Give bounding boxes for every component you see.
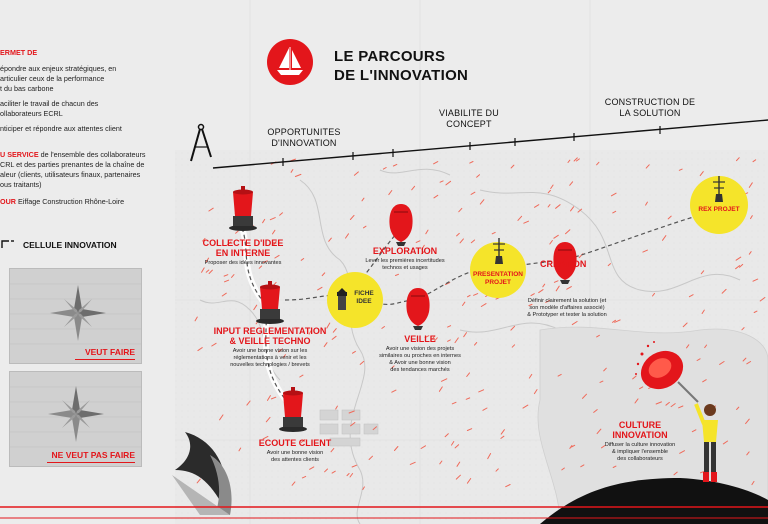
left-bullet: aciliter le travail de chacun des (0, 99, 99, 108)
phase-construction (590, 97, 710, 119)
phase-line: D'INNOVATION (271, 138, 337, 148)
title-line: DE L'INNOVATION (334, 67, 469, 84)
phase-viabilite (424, 108, 514, 130)
stage-creation-desc (508, 298, 626, 319)
stage-title: EXPLORATION (372, 246, 438, 256)
stage-title: CULTURE (618, 420, 662, 430)
stage-desc: & Prototyper et tester la solution (527, 312, 607, 318)
title-line: LE PARCOURS (334, 48, 446, 65)
cellule-title: CELLULE INNOVATION (23, 240, 117, 250)
stage-desc: réglementations à venir et les (233, 355, 307, 361)
pour-text: Eiffage Construction Rhône-Loire (15, 197, 125, 206)
phase-line: CONSTRUCTION DE (604, 97, 696, 107)
buoy-icon (386, 202, 416, 246)
service-text: aleur (clients, utilisateurs finaux, partenaires (0, 170, 141, 179)
lighthouse-icon (711, 176, 727, 202)
stage-desc: nouvelles technologies / brevets (230, 362, 310, 368)
stage-desc: des attentes clients (271, 457, 319, 463)
stage-title: & VEILLE TECHNO (229, 336, 311, 346)
stage-desc: Définir clairement la solution (et (527, 298, 607, 304)
left-bullet: t du bas carbone (0, 84, 54, 93)
stage-creation (512, 259, 612, 269)
stage-title: INNOVATION (612, 430, 668, 440)
left-bullet: ollaborateurs ECRL (0, 109, 63, 118)
sailboat-icon (266, 38, 314, 86)
service-line (0, 150, 165, 160)
service-label: U SERVICE (0, 150, 39, 159)
milestone-label (468, 271, 528, 287)
stage-desc: Lever les premières incertitudes (365, 258, 445, 264)
milestone-line: FICHE (354, 290, 374, 297)
person-icon (696, 404, 718, 482)
ne-veut-underline (47, 462, 135, 463)
stage-desc: technos et usages (382, 265, 428, 271)
flare-icon (634, 341, 698, 402)
compass-panel-veut (9, 268, 142, 364)
phase-line: OPPORTUNITES (267, 127, 341, 137)
stage-desc: similaires ou proches en internes (379, 353, 461, 359)
buoy-icon (277, 387, 309, 433)
milestone-line: PRESENTATION (473, 271, 523, 278)
milestone-label (690, 206, 748, 214)
stage-desc: son modèle d'affaires associé) (529, 305, 605, 311)
phase-line: LA SOLUTION (619, 108, 681, 118)
phase-line: CONCEPT (446, 119, 492, 129)
stage-desc: Avoir une bonne vision (266, 450, 324, 456)
lighthouse-icon (334, 288, 350, 312)
milestone-line: PROJET (484, 279, 511, 286)
left-bullet: épondre aux enjeux stratégiques, en (0, 64, 117, 73)
stage-title: EN INTERNE (215, 248, 271, 258)
left-bullet: articulier ceux de la performance (0, 74, 105, 83)
stage-title: CREATION (540, 259, 587, 269)
service-text: de l'ensemble des collaborateurs (38, 150, 146, 159)
veut-faire-label: VEUT FAIRE (84, 347, 135, 357)
stage-collecte (188, 238, 298, 267)
stage-exploration (350, 246, 460, 272)
milestone-label (352, 290, 376, 306)
compass-divider-icon (188, 123, 216, 163)
stage-desc: & Avoir une bonne vision (389, 360, 451, 366)
stage-title: ECOUTE CLIENT (258, 438, 332, 448)
stage-desc: & impliquer l'ensemble (611, 449, 669, 455)
torch-person-icon (630, 338, 730, 498)
bracket-icon (0, 238, 16, 250)
stage-desc: Avoir une bonne vision sur les (232, 348, 308, 354)
left-bullet: nticiper et répondre aux attentes client (0, 124, 122, 133)
stage-title: COLLECTE D'IDEE (202, 238, 284, 248)
stage-desc: Proposer des idées innovantes (204, 260, 282, 266)
stage-input-reglementation (205, 326, 335, 369)
service-text: ous traitants) (0, 180, 42, 189)
compass-panel-ne-veut (9, 371, 142, 467)
stage-desc: Avoir une vision des projets (385, 346, 455, 352)
service-text: CRL et des parties prenantes de la chaîne de (0, 160, 145, 169)
left-heading: ERMET DE (0, 48, 38, 57)
stage-title: VEILLE (404, 334, 436, 344)
buoy-icon (254, 281, 286, 325)
phase-line: VIABILITE DU (439, 108, 499, 118)
stage-title: INPUT REGLEMENTATION (213, 326, 327, 336)
milestone-line: REX PROJET (698, 206, 740, 213)
stage-veille (364, 334, 476, 374)
stage-ecoute-client (240, 438, 350, 464)
left-panel (0, 48, 165, 207)
ne-veut-pas-faire-label: NE VEUT PAS FAIRE (51, 450, 135, 460)
stage-desc: Diffuser la culture innovation (604, 442, 676, 448)
lighthouse-icon (491, 238, 507, 264)
veut-faire-underline (75, 359, 135, 360)
buoy-icon (403, 286, 433, 332)
pour-line (0, 197, 165, 207)
pour-label: OUR (0, 197, 16, 206)
milestone-line: IDEE (356, 298, 372, 305)
stage-desc: des collaborateurs (617, 456, 663, 462)
buoy-icon (227, 186, 259, 232)
phase-opportunites (258, 127, 350, 149)
stage-desc: des tendances marchés (390, 367, 450, 373)
page-title (334, 47, 468, 85)
